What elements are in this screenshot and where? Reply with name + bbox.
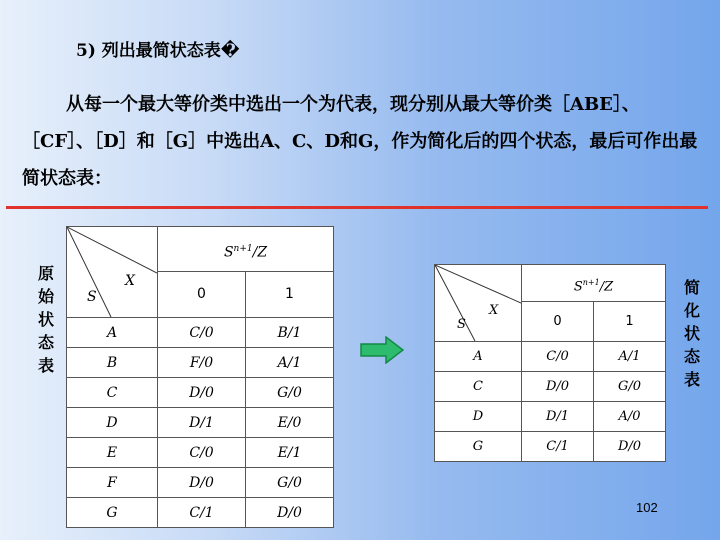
body-text: 从每一个最大等价类中选出一个为代表，现分别从最大等价类［ABE］、［CF］、［D］和［G］中选出A、C、D和G，作为简化后的四个状态，最后可作出最简状态表：	[22, 94, 698, 189]
next-0-cell: C/0	[158, 438, 246, 468]
right-arrow-icon	[360, 336, 404, 364]
next-1-cell: E/1	[246, 438, 334, 468]
next-0-cell: C/0	[158, 318, 246, 348]
original-state-table	[66, 226, 334, 528]
next-0-cell: C/0	[522, 342, 594, 372]
state-cell: F	[67, 468, 158, 498]
label-char: 表	[683, 370, 700, 389]
output-z: /Z	[252, 244, 268, 261]
next-0-cell: D/0	[158, 378, 246, 408]
table-row	[435, 372, 666, 402]
state-cell: G	[435, 432, 522, 462]
next-0-cell: C/1	[158, 498, 246, 528]
next-0-cell: D/1	[522, 402, 594, 432]
table-row	[67, 498, 334, 528]
label-char: 态	[37, 333, 54, 352]
table-row	[67, 348, 334, 378]
next-state-symbol: S	[573, 279, 583, 295]
input-x-label: X	[489, 303, 499, 318]
diagonal-lines	[67, 227, 157, 317]
next-0-cell: F/0	[158, 348, 246, 378]
table-row	[67, 378, 334, 408]
column-0-header: 0	[522, 302, 594, 341]
state-cell: C	[435, 372, 522, 402]
state-cell: A	[67, 318, 158, 348]
diagonal-header-cell	[435, 265, 522, 342]
next-1-cell: A/0	[594, 402, 666, 432]
reduced-state-table	[434, 264, 666, 462]
next-1-cell: E/0	[246, 408, 334, 438]
label-char: 始	[37, 287, 54, 306]
body-paragraph	[22, 86, 702, 197]
next-1-cell: G/0	[594, 372, 666, 402]
next-state-symbol: S	[223, 244, 234, 261]
input-x-label: X	[125, 273, 135, 289]
diagonal-lines	[435, 265, 521, 341]
state-s-label: S	[457, 317, 466, 332]
table-row	[435, 342, 666, 372]
next-0-cell: D/0	[522, 372, 594, 402]
next-0-cell: D/1	[158, 408, 246, 438]
state-s-label: S	[87, 289, 97, 305]
state-cell: D	[435, 402, 522, 432]
next-0-cell: D/0	[158, 468, 246, 498]
state-cell: B	[67, 348, 158, 378]
diagonal-header-cell	[67, 227, 158, 318]
next-0-cell: C/1	[522, 432, 594, 462]
column-0-header: 0	[158, 272, 246, 317]
next-state-sup: n+1	[233, 244, 253, 254]
reduced-table-label	[682, 276, 702, 391]
output-z: /Z	[599, 279, 614, 295]
table-row	[67, 468, 334, 498]
label-char: 化	[683, 301, 700, 320]
page-number: 102	[636, 500, 658, 515]
next-1-cell: A/1	[594, 342, 666, 372]
table-row	[67, 318, 334, 348]
state-cell: G	[67, 498, 158, 528]
state-cell: C	[67, 378, 158, 408]
label-char: 简	[683, 278, 700, 297]
column-1-header: 1	[625, 314, 634, 329]
column-1-header: 1	[285, 286, 294, 302]
next-1-cell: G/0	[246, 378, 334, 408]
divider	[6, 206, 708, 209]
label-char: 表	[37, 356, 54, 375]
next-state-sup: n+1	[582, 278, 600, 287]
next-1-cell: G/0	[246, 468, 334, 498]
label-char: 状	[683, 324, 700, 343]
next-1-cell: A/1	[246, 348, 334, 378]
state-cell: D	[67, 408, 158, 438]
next-state-header	[158, 227, 334, 318]
next-1-cell: B/1	[246, 318, 334, 348]
label-char: 状	[37, 310, 54, 329]
next-1-cell: D/0	[594, 432, 666, 462]
next-1-cell: D/0	[246, 498, 334, 528]
state-cell: A	[435, 342, 522, 372]
original-table-label	[36, 262, 56, 377]
table-row	[435, 432, 666, 462]
state-cell: E	[67, 438, 158, 468]
label-char: 原	[37, 264, 54, 283]
table-row	[67, 438, 334, 468]
table-row	[67, 408, 334, 438]
section-heading: 5) 列出最简状态表�	[76, 41, 240, 61]
label-char: 态	[683, 347, 700, 366]
table-row	[435, 402, 666, 432]
next-state-header	[522, 265, 666, 342]
